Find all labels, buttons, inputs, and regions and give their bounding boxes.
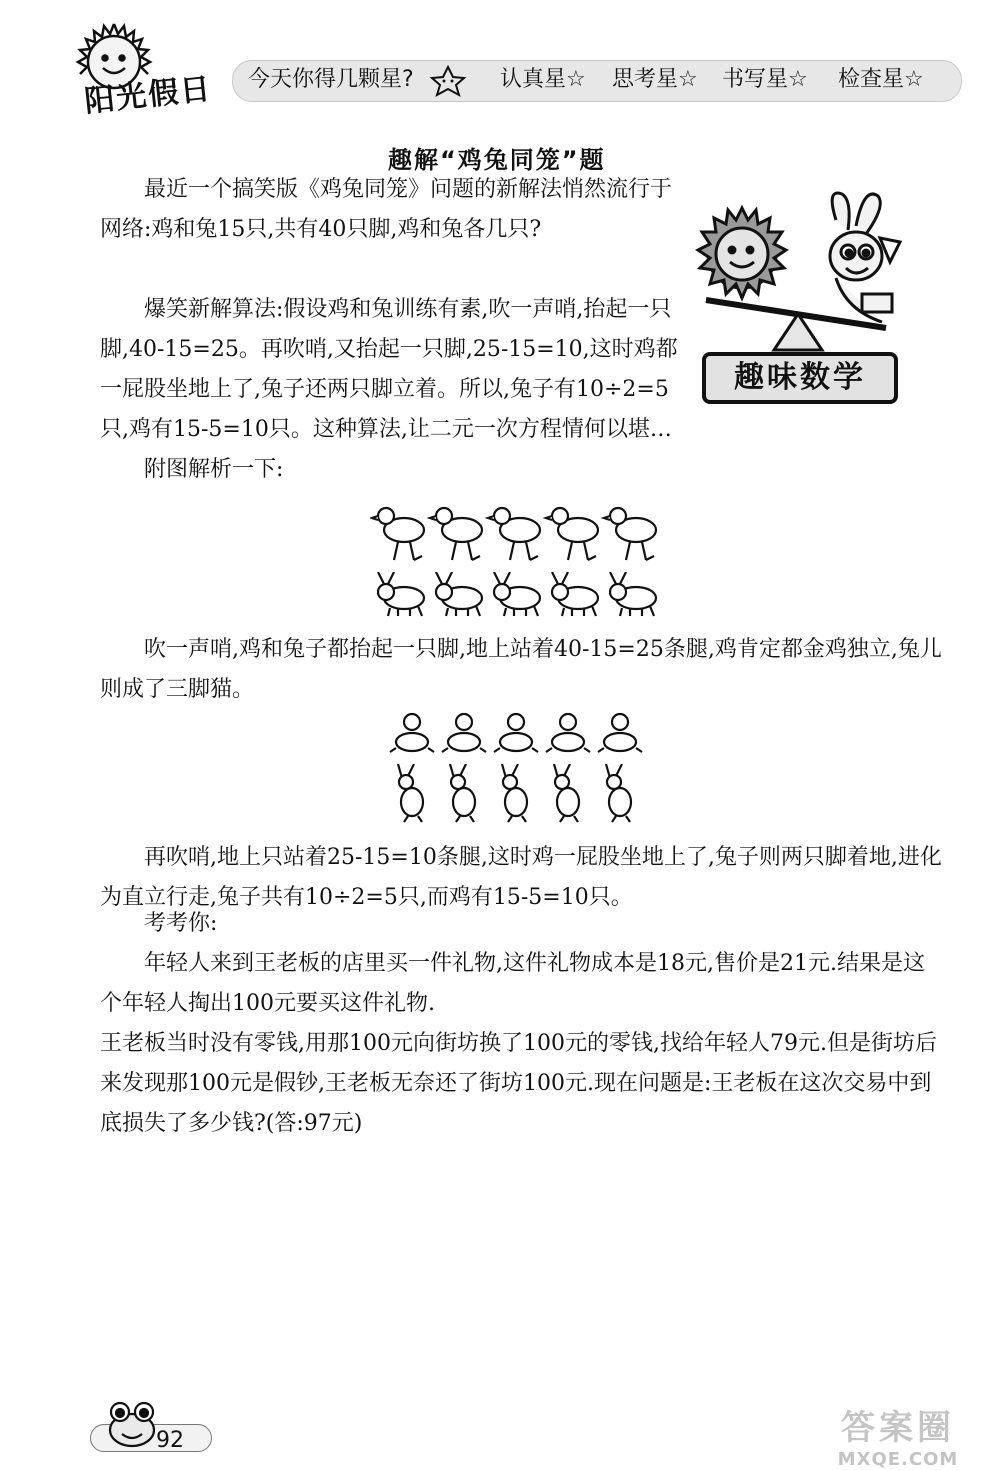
chicken-icon: [430, 508, 482, 560]
figure-2-chickens-sitting: [388, 712, 648, 754]
quiz-label: 考考你:: [144, 911, 218, 936]
rabbit-upright-icon: [450, 764, 475, 822]
rabbit-icon: [436, 572, 482, 616]
rating-checking: 检查星☆: [838, 67, 924, 92]
article-title: 趣解“鸡兔同笼”题: [388, 146, 606, 174]
figure-1-rabbits: [372, 572, 672, 618]
rabbit-icon: [552, 572, 598, 616]
rabbit-upright-icon: [554, 764, 579, 822]
chicken-sitting-icon: [546, 714, 590, 752]
brand-title: 阳光假日: [82, 71, 214, 120]
chicken-sitting-icon: [442, 714, 486, 752]
chicken-icon: [604, 508, 656, 560]
figure-1-chickens: [370, 500, 670, 562]
watermark-title: 答案圈: [841, 1408, 955, 1448]
watermark-logo: [808, 1400, 988, 1470]
chicken-sitting-icon: [390, 714, 434, 752]
method-paragraph: 爆笑新解算法:假设鸡和兔训练有素,吹一声哨,抬起一只脚,40-15=25。再吹哨,又抬起一只脚,25-15=10,这时鸡都一屁股坐地上了,兔子还两只脚立着。所以,兔子有10÷2=5只,鸡有15-5=10只。这种算法,让二元一次方程情何以堪…: [100, 297, 678, 442]
figure-intro: 附图解析一下:: [144, 457, 284, 482]
rabbit-upright-icon: [606, 764, 631, 822]
frog-mascot-icon: [104, 1396, 160, 1450]
header-prompt: 今天你得几颗星?: [248, 67, 414, 92]
chicken-sitting-icon: [494, 714, 538, 752]
rating-writing: 书写星☆: [722, 67, 808, 92]
rabbit-icon: [378, 572, 424, 616]
star-doodle-icon: [428, 64, 468, 98]
chicken-sitting-icon: [598, 714, 642, 752]
rabbit-icon: [494, 572, 540, 616]
rating-careful: 认真星☆: [500, 67, 586, 92]
intro-paragraph: 最近一个搞笑版《鸡兔同笼》问题的新解法悄然流行于网络:鸡和兔15只,共有40只脚,鸡和兔各几只?: [100, 177, 673, 242]
quiz-paragraph-1: 年轻人来到王老板的店里买一件礼物,这件礼物成本是18元,售价是21元.结果是这个年轻人掏出100元要买这件礼物.: [100, 951, 925, 1016]
chicken-icon: [372, 508, 424, 560]
quiz-paragraph-2: 王老板当时没有零钱,用那100元向街坊换了100元的零钱,找给年轻人79元.但是街坊后来发现那100元是假钞,王老板无奈还了街坊100元.现在问题是:王老板在这次交易中到底损失了多少钱?(答:97元): [100, 1031, 937, 1136]
watermark-url: MXQE.COM: [837, 1449, 959, 1470]
rabbit-icon: [610, 572, 656, 616]
rating-thinking: 思考星☆: [612, 67, 698, 92]
chicken-icon: [546, 508, 598, 560]
figure-2-rabbits-upright: [388, 764, 648, 824]
fun-math-badge-label: 趣味数学: [702, 352, 898, 404]
chicken-icon: [488, 508, 540, 560]
step1-paragraph: 吹一声哨,鸡和兔子都抬起一只脚,地上站着40-15=25条腿,鸡肯定都金鸡独立,兔儿则成了三脚猫。: [100, 637, 942, 702]
page-number: 92: [156, 1428, 184, 1453]
rabbit-upright-icon: [398, 764, 423, 822]
rabbit-upright-icon: [502, 764, 527, 822]
step2-paragraph: 再吹哨,地上只站着25-15=10条腿,这时鸡一屁股坐地上了,兔子则两只脚着地,进化为直立行走,兔子共有10÷2=5只,而鸡有15-5=10只。: [100, 845, 942, 910]
